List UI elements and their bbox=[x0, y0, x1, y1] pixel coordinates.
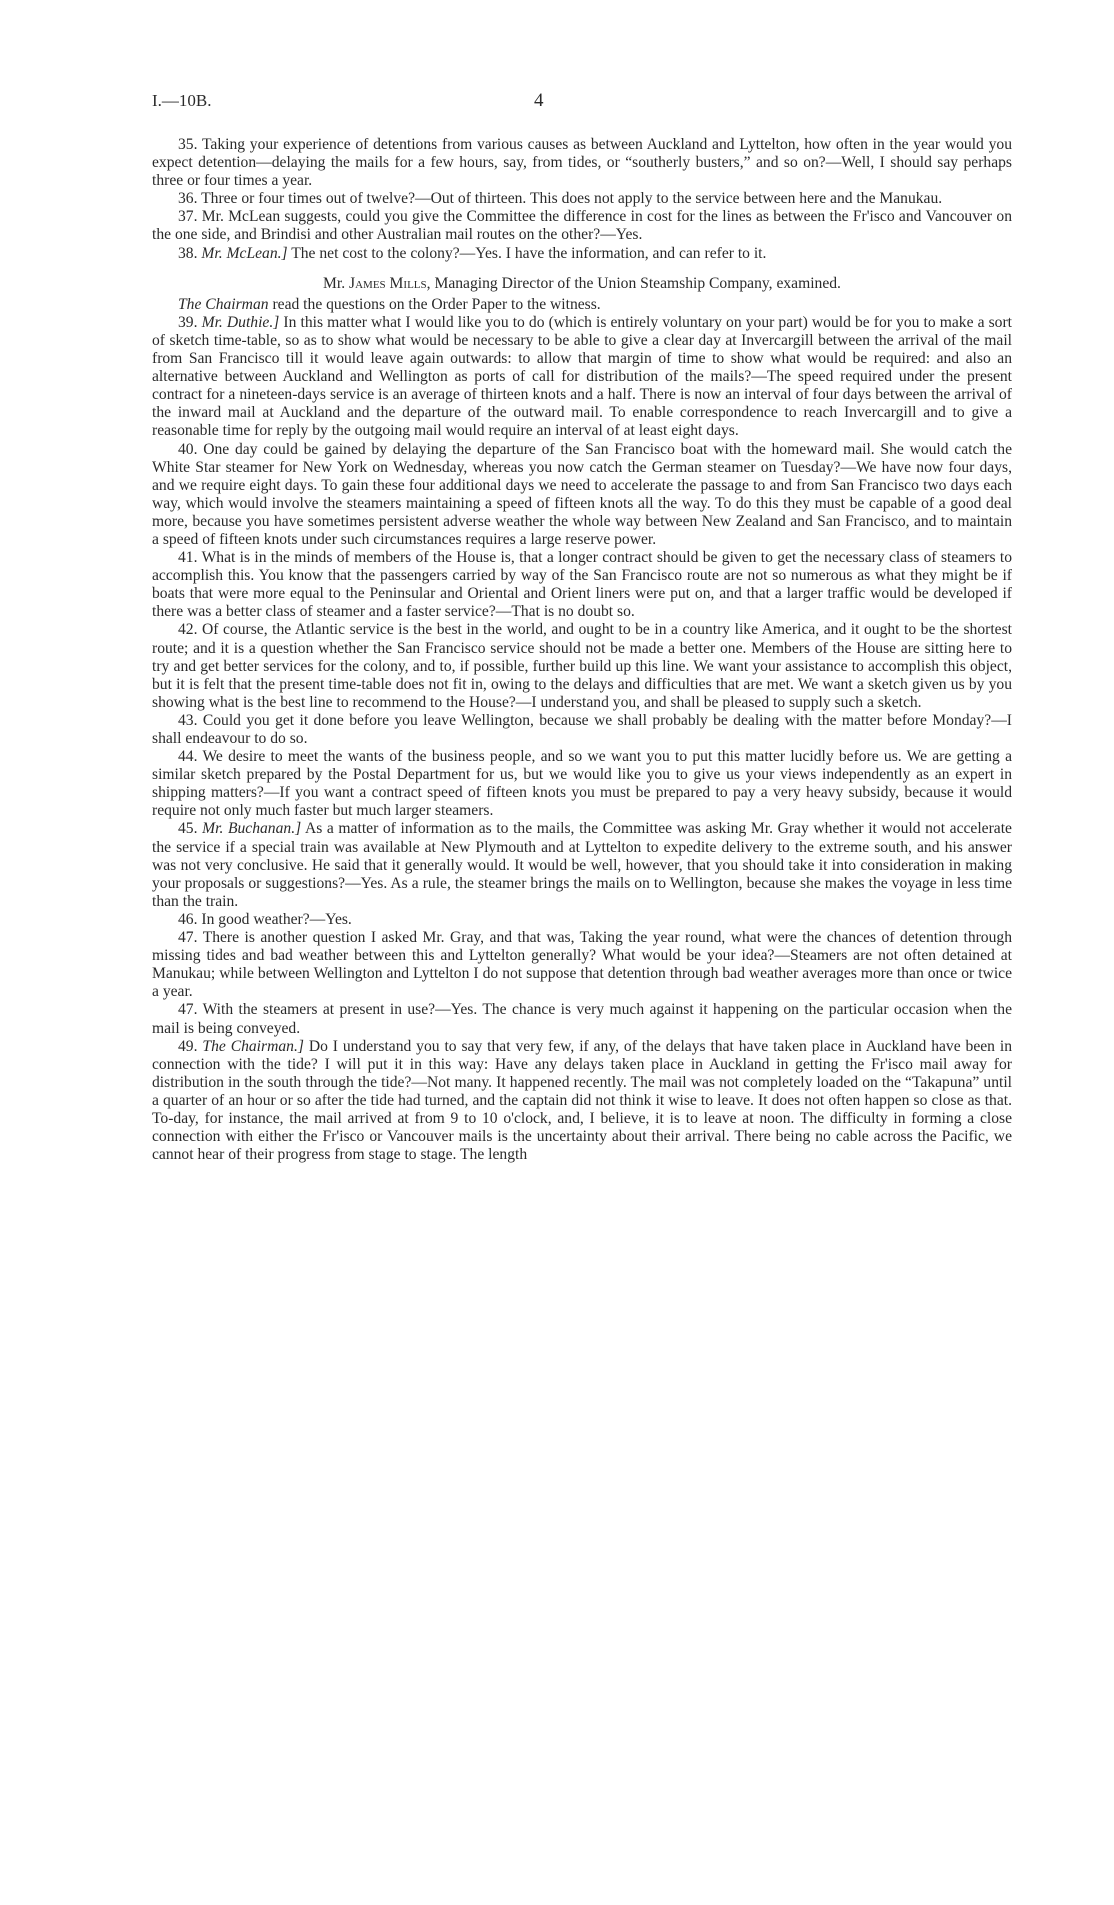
question-paragraph: 35. Taking your experience of detentions from various causes as between Auckland and Lyttelton, how often in the year would you expect detention—delaying the mails for a few hours, say, from tides, or “southerly busters,” and so on?—Well, I should say perhaps three or four times a year. bbox=[152, 136, 1012, 190]
question-paragraph: 49. The Chairman.] Do I understand you to say that very few, if any, of the delays that have taken place in Auckland have been in connection with the tide? I will put it in this way: Have any delays taken place in Auckland in getting the Fr'isco mail away for distribution in the south through the tide?—Not many. It happened recently. The mail was not completely loaded on the “Takapuna” until a quarter of an hour or so after the tide had turned, and the captain did not think it wise to leave. It does not often happen so close as that. To-day, for instance, the mail arrived at from 9 to 10 o'clock, and, I believe, it is to leave at noon. The difficulty in forming a close connection with either the Fr'isco or Vancouver mails is the uncertainty about their arrival. There being no cable across the Pacific, we cannot hear of their progress from stage to stage. The length bbox=[152, 1037, 1013, 1164]
document-reference: I.—10B. bbox=[152, 91, 212, 110]
question-paragraph: 43. Could you get it done before you leave Wellington, because we shall probably be dealing with the matter before Monday?—I shall endeavour to do so. bbox=[152, 711, 1012, 747]
question-paragraph: 47. With the steamers at present in use?—Yes. The chance is very much against it happening on the particular occasion when the mail is being conveyed. bbox=[152, 1001, 1012, 1037]
question-paragraph: 47. There is another question I asked Mr. Gray, and that was, Taking the year round, what were the chances of detention through missing tides and bad weather between this and Lyttelton generally? What would be your idea?—Steamers are not often detained at Manukau; while between Wellington and Lyttelton I do not suppose that detention through bad weather averages more than once or twice a year. bbox=[152, 929, 1012, 1001]
witness-heading: Mr. James Mills, Managing Director of the Union Steamship Company, examined. bbox=[323, 274, 841, 292]
question-paragraph: 41. What is in the minds of members of the House is, that a longer contract should be given to get the necessary class of steamers to accomplish this. You know that the passengers carried by way of the San Francisco route are not so numerous as what they might be if boats that were more equal to the Peninsular and Oriental and Orient liners were put on, and that a larger traffic would be developed if there was a better class of steamer and a faster service?—That is no doubt so. bbox=[152, 549, 1012, 621]
question-paragraph: 36. Three or four times out of twelve?—Out of thirteen. This does not apply to the service between here and the Manukau. bbox=[178, 190, 943, 208]
question-paragraph: 42. Of course, the Atlantic service is the best in the world, and ought to be in a country like America, and it ought to be the shortest route; and it is a question whether the San Francisco service should not be made a better one. Members of the House are sitting here to try and get better services for the colony, and to, if possible, further build up this line. We want your assistance to accomplish this object, but it is felt that the present time-table does not fit in, owing to the delays and difficulties that are met. We want a sketch given us by you showing what is the best line to recommend to the House?—I understand you, and shall be pleased to supply such a sketch. bbox=[152, 621, 1012, 711]
chairman-note: The Chairman read the questions on the Order Paper to the witness. bbox=[178, 295, 601, 313]
question-paragraph: 40. One day could be gained by delaying the departure of the San Francisco boat with the homeward mail. She would catch the White Star steamer for New York on Wednesday, whereas you now catch the German steamer on Tuesday?—We have now four days, and we require eight days. To gain these four additional days we need to accelerate the passage to and from San Francisco two days each way, which would involve the steamers maintaining a speed of fifteen knots all the way. To do this they must be capable of a good deal more, because you have sometimes persistent adverse weather the whole way between New Zealand and San Francisco, and to maintain a speed of fifteen knots under such circumstances requires a large reserve power. bbox=[152, 440, 1012, 548]
body-text bbox=[152, 136, 1012, 1164]
page-number: 4 bbox=[534, 90, 544, 111]
question-paragraph: 39. Mr. Duthie.] In this matter what I would like you to do (which is entirely voluntary on your part) would be for you to make a sort of sketch time-table, so as to show what would be necessary to be able to give a clear day at Invercargill between the arrival of the mail from San Francisco till it would leave again outwards: to allow that margin of time to show what would be required: and also an alternative between Auckland and Wellington as ports of call for distribution of the mails?—The speed required under the present contract for a nineteen-days service is an average of thirteen knots and a half. There is now an interval of four days between the arrival of the inward mail at Auckland and the departure of the outward mail. To enable correspondence to reach Invercargill and to give a reasonable time for reply by the outgoing mail would require an interval of at least eight days. bbox=[152, 313, 1012, 440]
question-paragraph: 45. Mr. Buchanan.] As a matter of information as to the mails, the Committee was asking Mr. Gray whether it would not accelerate the service if a special train was available at New Plymouth and at Lyttelton to expedite delivery to the extreme south, and his answer was not very conclusive. He said that it generally would. It would be well, however, that you should take it into consideration in making your proposals or suggestions?—Yes. As a rule, the steamer brings the mails on to Wellington, because she makes the voyage in less time than the train. bbox=[152, 820, 1012, 910]
question-paragraph: 38. Mr. McLean.] The net cost to the colony?—Yes. I have the information, and can refer to it. bbox=[178, 244, 767, 262]
question-paragraph: 44. We desire to meet the wants of the business people, and so we want you to put this matter lucidly before us. We are getting a similar sketch prepared by the Postal Department for us, but we would like you to give us your views independently as an expert in shipping matters?—If you want a contract speed of fifteen knots you must be prepared to pay a very heavy subsidy, because it would require not only much faster but much larger steamers. bbox=[152, 748, 1012, 820]
question-paragraph: 37. Mr. McLean suggests, could you give the Committee the difference in cost for the lines as between the Fr'isco and Vancouver on the one side, and Brindisi and other Australian mail routes on the other?—Yes. bbox=[152, 208, 1012, 244]
page-header bbox=[152, 92, 1012, 118]
question-paragraph: 46. In good weather?—Yes. bbox=[178, 910, 352, 928]
